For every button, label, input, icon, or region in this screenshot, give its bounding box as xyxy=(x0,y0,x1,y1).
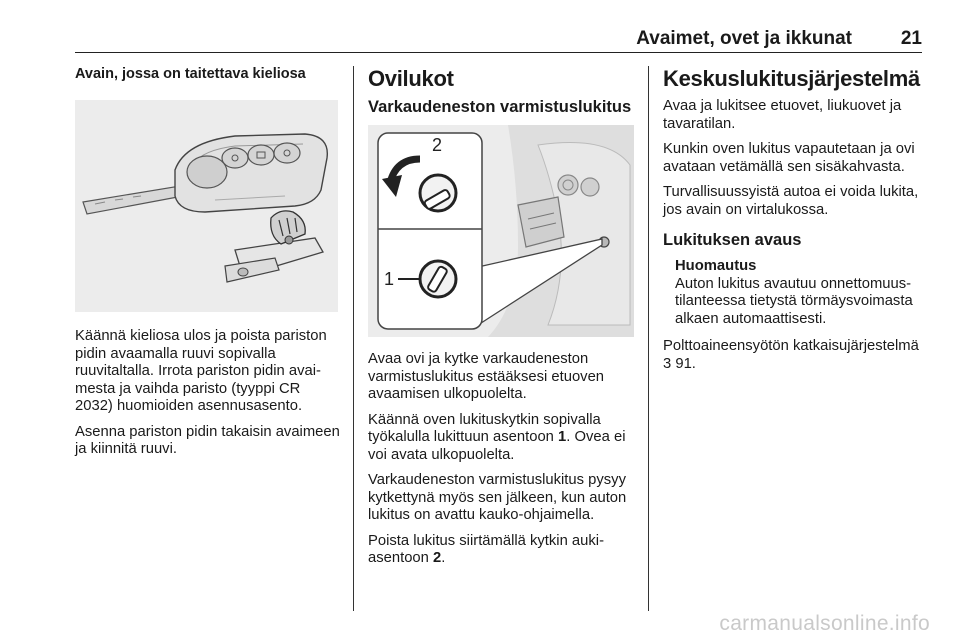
note-box xyxy=(675,258,931,328)
page-reference-link[interactable]: 3 91. xyxy=(663,355,696,372)
body-paragraph xyxy=(368,412,634,465)
section-heading: Avain, jossa on taitettava kieliosa xyxy=(75,66,306,82)
body-paragraph xyxy=(663,338,931,373)
body-paragraph: Avaa ja lukitsee etuovet, liukuovet ja tavaratilan. xyxy=(663,98,902,132)
section-subtitle: Varkaudeneston varmistuslukitus xyxy=(368,98,632,116)
body-paragraph: Varkaudeneston varmistuslukitus pysyy kytkettynä myös sen jälkeen, kun auton lukitus on avattu kauko-ohjaimella. xyxy=(368,472,627,523)
column-key-battery xyxy=(75,66,340,467)
body-paragraph: Avaa ovi ja kytke varkaudeneston varmistuslukitus estääksesi etuoven avaamisen ulkopuolelta. xyxy=(368,351,605,402)
body-paragraph: Käännä kieliosa ulos ja poista pariston pidin avaamalla ruuvi sopivalla ruuvitaltalla. Irrota pariston pidin avaimesta ja vaihda paristo (tyyppi CR 2032) huomioiden asennusasento. xyxy=(75,328,327,414)
body-paragraph: Asenna pariston pidin takaisin avaimeen ja kiinnitä ruuvi. xyxy=(75,423,340,457)
text-run: Käännä oven lukituskytkin sopivalla työkalulla lukittuun asentoon xyxy=(368,411,601,445)
body-paragraph xyxy=(368,533,634,568)
text-run: . xyxy=(441,550,446,566)
section-title: Ovilukot xyxy=(368,66,454,91)
key-battery-figure xyxy=(75,100,338,312)
position-ref-1: 1 xyxy=(558,429,567,445)
note-title: Huomautus xyxy=(675,258,757,274)
watermark: carmanualsonline.info xyxy=(719,612,930,635)
note-text: Auton lukitus avautuu onnettomuustilanteessa tietystä törmäysvoimasta alkaen automaattisesti. xyxy=(675,275,913,327)
column-door-locks xyxy=(368,66,634,576)
child-lock-figure xyxy=(368,125,634,337)
callout-label-2: 2 xyxy=(432,135,443,155)
section-subtitle: Lukituksen avaus xyxy=(663,231,802,249)
position-ref-2: 2 xyxy=(433,550,442,566)
callout-label-1: 1 xyxy=(384,269,395,289)
page-number: 21 xyxy=(900,28,922,49)
column-divider xyxy=(353,66,354,611)
header-title: Avaimet, ovet ja ikkunat xyxy=(636,28,852,49)
text-run: Poista lukitus siirtämällä kytkin aukiasentoon xyxy=(368,532,605,566)
door-lock-illustration xyxy=(368,125,634,337)
column-divider xyxy=(648,66,649,611)
body-paragraph: Turvallisuussyistä autoa ei voida lukita, jos avain on virtalukossa. xyxy=(663,184,919,218)
page-header xyxy=(75,26,922,53)
text-run: Polttoaineensyötön katkaisujärjestelmä xyxy=(663,338,919,354)
text-run: . Ovea ei voi avata ulkopuolelta. xyxy=(368,429,626,463)
body-paragraph: Kunkin oven lukitus vapautetaan ja ovi avataan vetämällä sen sisäkahvasta. xyxy=(663,141,915,175)
section-title: Keskuslukitusjärjestelmä xyxy=(663,66,920,91)
flip-key-illustration xyxy=(75,100,338,312)
column-central-locking xyxy=(663,66,931,381)
